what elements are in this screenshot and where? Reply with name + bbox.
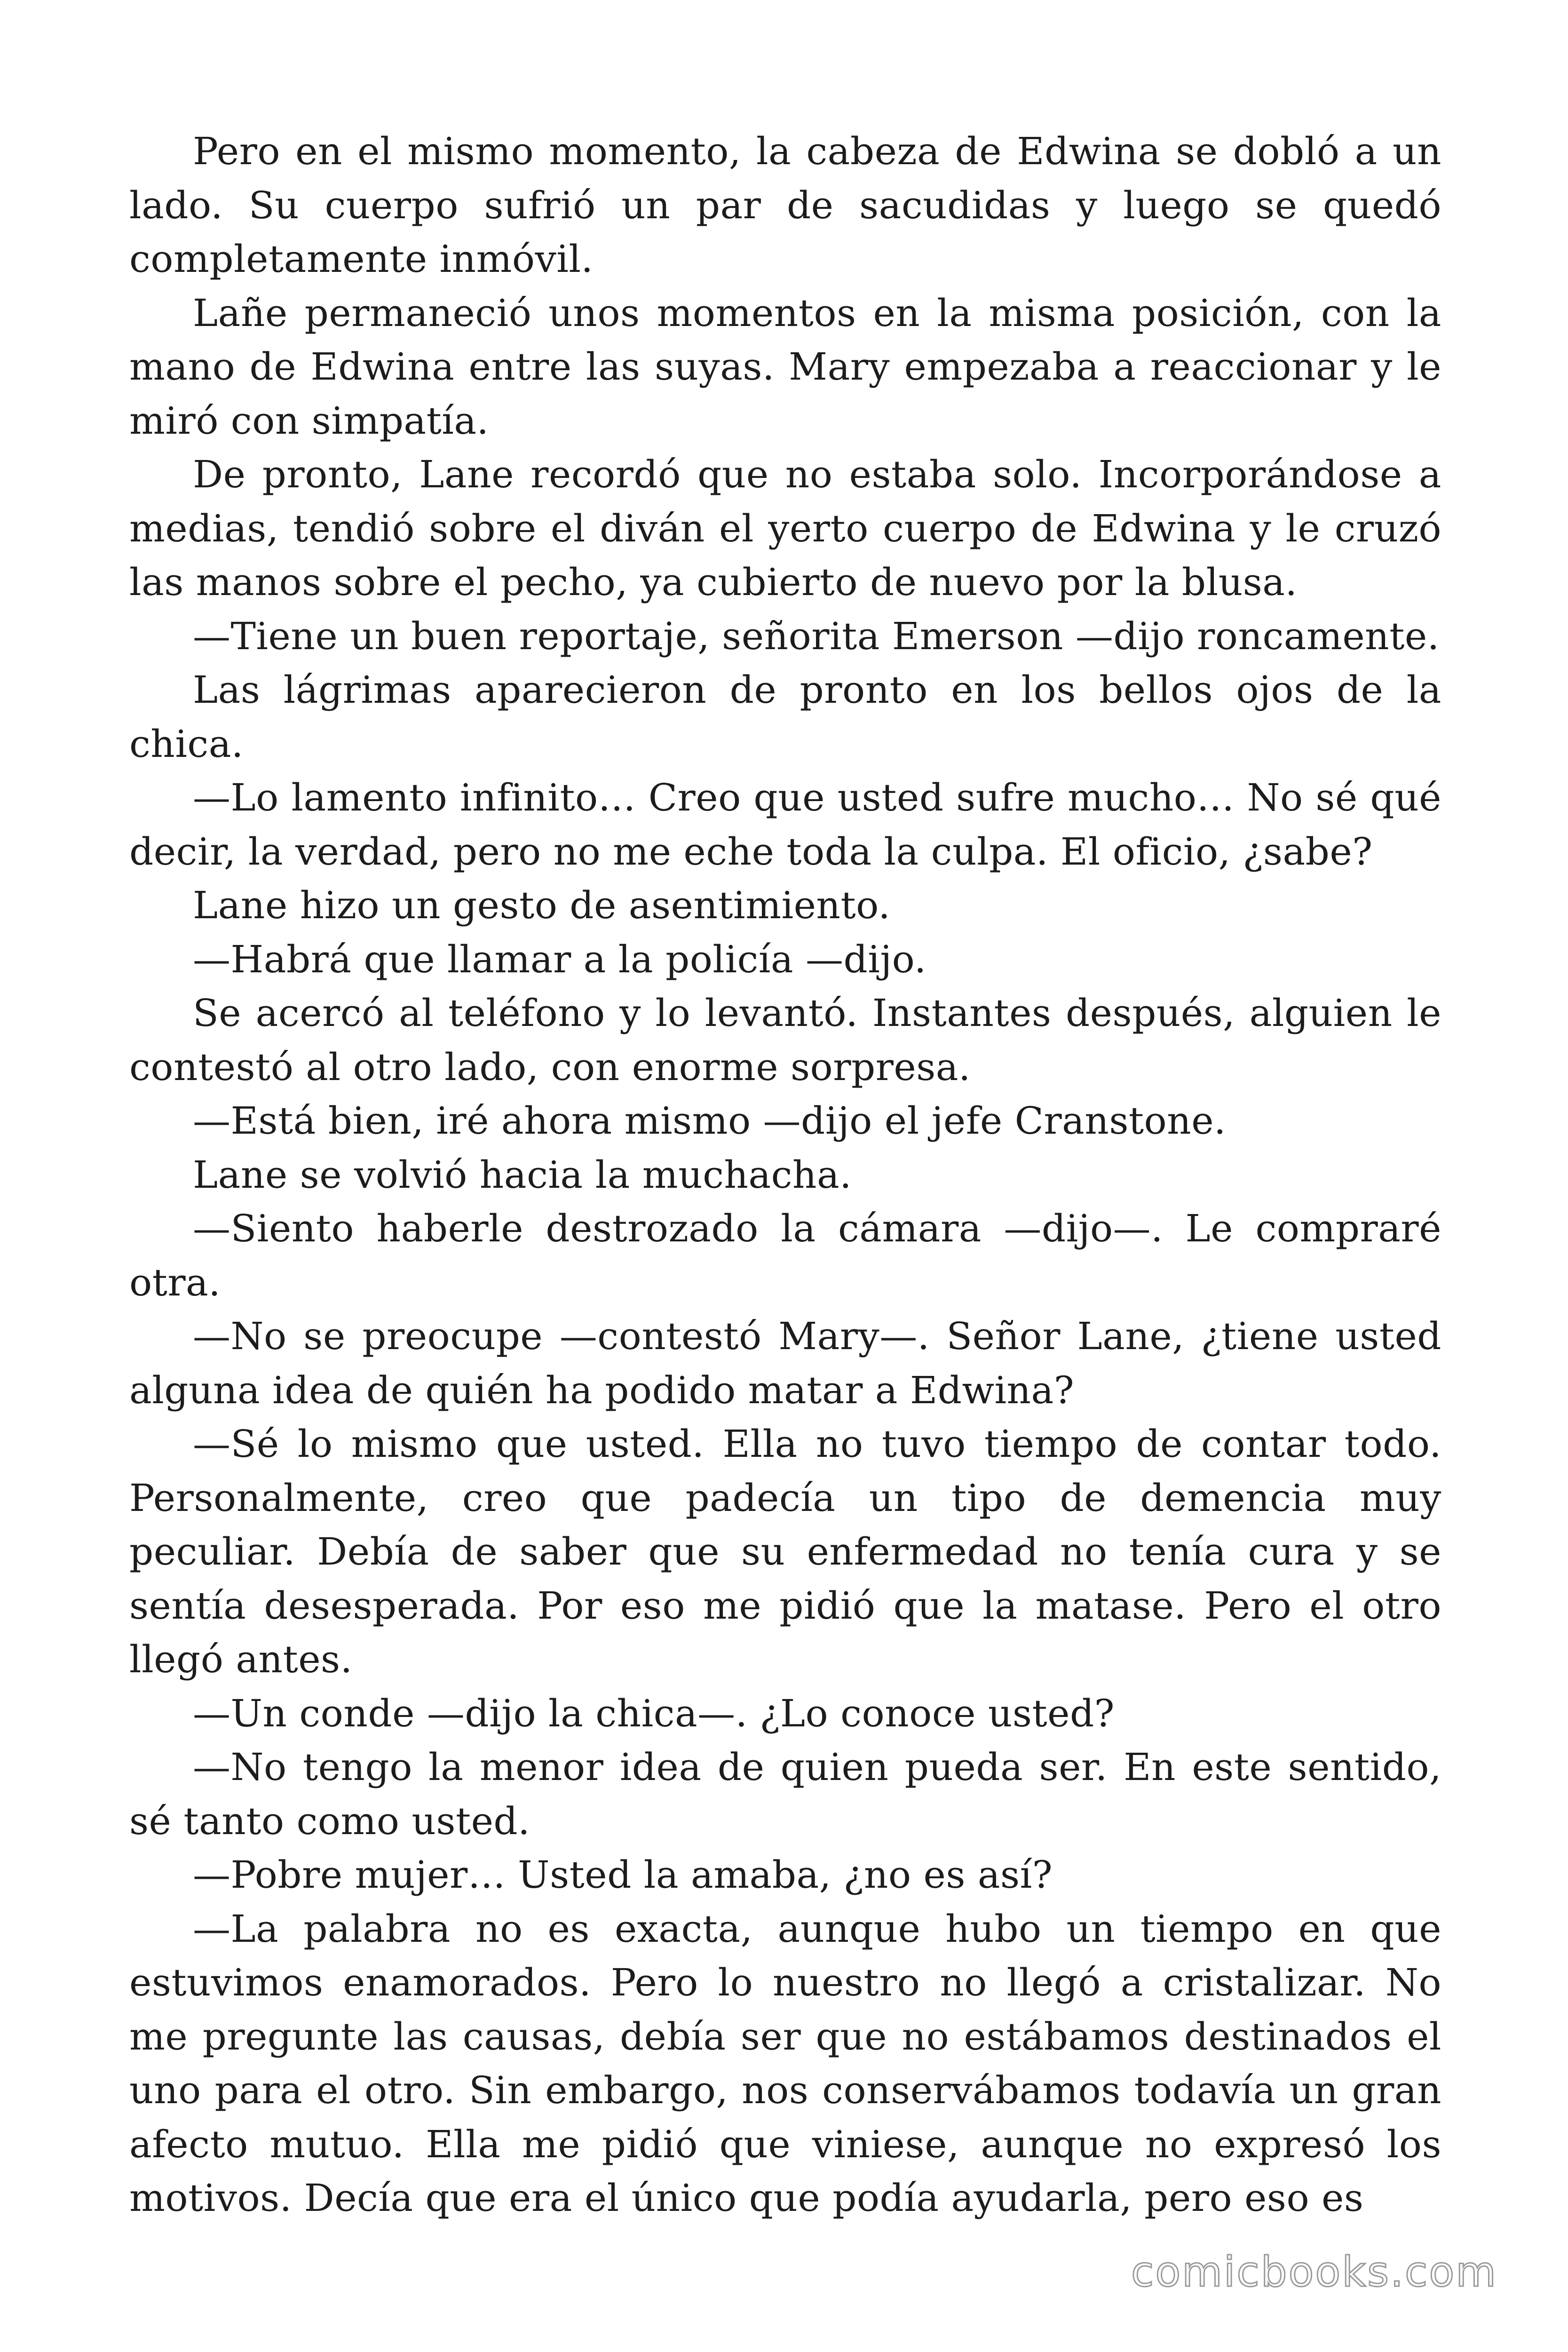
paragraph: —Un conde —dijo la chica—. ¿Lo conoce usted? (193, 1691, 1115, 1735)
text-body (129, 125, 1441, 2225)
paragraph: Lane se volvió hacia la muchacha. (193, 1152, 852, 1197)
paragraph: —Lo lamento infinito… Creo que usted sufre mucho… No sé qué decir, la verdad, pero no me eche toda la culpa. El oficio, ¿sabe? (129, 776, 1441, 874)
paragraph: —Está bien, iré ahora mismo —dijo el jefe Cranstone. (193, 1099, 1226, 1143)
paragraph: Las lágrimas aparecieron de pronto en los bellos ojos de la chica. (129, 668, 1441, 766)
paragraph: Lañe permaneció unos momentos en la misma posición, con la mano de Edwina entre las suyas. Mary empezaba a reaccionar y le miró con simpatía. (129, 291, 1441, 443)
paragraph: —No tengo la menor idea de quien pueda ser. En este sentido, sé tanto como usted. (129, 1745, 1441, 1843)
paragraph: —Sé lo mismo que usted. Ella no tuvo tiempo de contar todo. Personalmente, creo que padecía un tipo de demencia muy peculiar. Debía de saber que su enfermedad no tenía cura y se sentía desesperada. Por eso me pidió que la matase. Pero el otro llegó antes. (129, 1422, 1441, 1681)
paragraph: Pero en el mismo momento, la cabeza de Edwina se dobló a un lado. Su cuerpo sufrió un par de sacudidas y luego se quedó completamente inmóvil. (129, 129, 1441, 281)
paragraph: —No se preocupe —contestó Mary—. Señor Lane, ¿tiene usted alguna idea de quién ha podido matar a Edwina? (129, 1314, 1441, 1412)
paragraph: —Pobre mujer… Usted la amaba, ¿no es así? (193, 1853, 1053, 1897)
paragraph: —Siento haberle destrozado la cámara —dijo—. Le compraré otra. (129, 1207, 1441, 1304)
paragraph: Se acercó al teléfono y lo levantó. Instantes después, alguien le contestó al otro lado, con enorme sorpresa. (129, 991, 1441, 1089)
paragraph: —Tiene un buen reportaje, señorita Emerson —dijo roncamente. (193, 614, 1440, 658)
paragraph: —La palabra no es exacta, aunque hubo un tiempo en que estuvimos enamorados. Pero lo nuestro no llegó a cristalizar. No me pregunte las causas, debía ser que no estábamos destinados el uno para el otro. Sin embargo, nos conservábamos todavía un gran afecto mutuo. Ella me pidió que viniese, aunque no expresó los motivos. Decía que era el único que podía ayudarla, pero eso es (129, 1907, 1441, 2220)
paragraph: De pronto, Lane recordó que no estaba solo. Incorporándose a medias, tendió sobre el diván el yerto cuerpo de Edwina y le cruzó las manos sobre el pecho, ya cubierto de nuevo por la blusa. (129, 453, 1441, 604)
paragraph: Lane hizo un gesto de asentimiento. (193, 883, 891, 927)
watermark: comicbooks.com (1131, 2248, 1497, 2296)
paragraph: —Habrá que llamar a la policía —dijo. (193, 937, 927, 981)
